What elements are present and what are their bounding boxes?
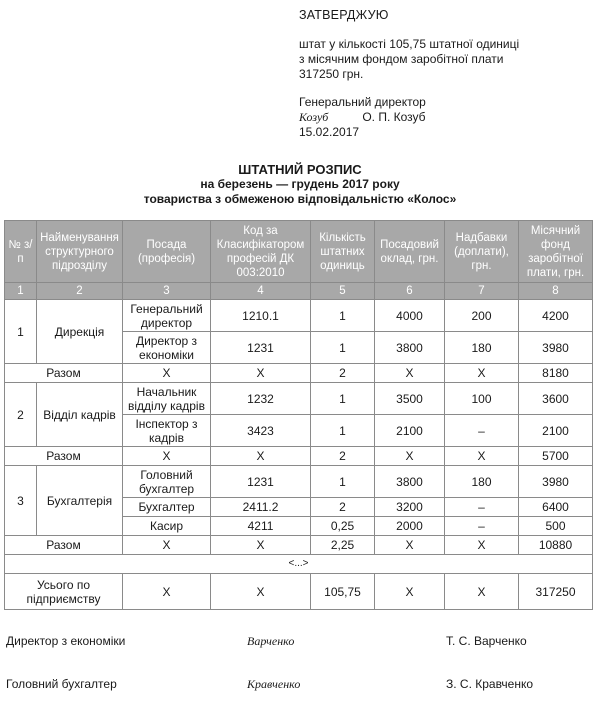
bonus-cell: Х [445, 364, 519, 383]
ellipsis-row [5, 555, 593, 574]
code-cell: Х [211, 447, 311, 466]
document-heading [0, 162, 600, 207]
column-header: Найменування структурного підрозділу [37, 221, 123, 283]
bonus-cell: – [445, 498, 519, 517]
fund-cell: 2100 [519, 415, 593, 447]
handwritten-signature: Варченко [247, 634, 295, 648]
position-cell: Начальник відділу кадрів [123, 383, 211, 415]
qty-cell: 2 [311, 364, 375, 383]
fund-cell: 6400 [519, 498, 593, 517]
subtotal-row [5, 447, 593, 466]
table-row [5, 466, 593, 498]
signer-name: З. С. Кравченко [446, 677, 534, 691]
row-number: 2 [5, 383, 37, 447]
code-cell: 1232 [211, 383, 311, 415]
qty-cell: 1 [311, 300, 375, 332]
bonus-cell: Х [445, 574, 519, 610]
approval-signature [299, 95, 589, 140]
column-header: Код за Класифікатором професій ДК 003:2010 [211, 221, 311, 283]
approval-basis-line: 317250 грн. [299, 67, 364, 81]
table-row [5, 383, 593, 415]
bonus-cell: 180 [445, 466, 519, 498]
qty-cell: 1 [311, 415, 375, 447]
document-company: товариства з обмеженою відповідальністю «Колос» [143, 192, 457, 206]
approval-name: О. П. Козуб [362, 110, 426, 124]
signer-position: Директор з економіки [6, 634, 126, 648]
fund-cell: 500 [519, 517, 593, 536]
unit-name: Дирекція [37, 300, 123, 364]
fund-cell: 3980 [519, 466, 593, 498]
subtotal-row [5, 364, 593, 383]
column-number: 6 [375, 283, 445, 300]
approval-sigline [299, 110, 589, 125]
fund-cell: 3980 [519, 332, 593, 364]
column-number: 1 [5, 283, 37, 300]
column-number: 3 [123, 283, 211, 300]
position-cell: Х [123, 447, 211, 466]
approval-date: 15.02.2017 [299, 125, 360, 139]
column-header: Кількість штатних одиниць [311, 221, 375, 283]
salary-cell: 3200 [375, 498, 445, 517]
subtotal-label: Разом [5, 447, 123, 466]
unit-name: Бухгалтерія [37, 466, 123, 536]
column-number-row [5, 283, 593, 300]
code-cell: 3423 [211, 415, 311, 447]
salary-cell: 2000 [375, 517, 445, 536]
bonus-cell: 180 [445, 332, 519, 364]
column-header: Посада (професія) [123, 221, 211, 283]
position-cell: Х [123, 536, 211, 555]
grand-total-row [5, 574, 593, 610]
salary-cell: 2100 [375, 415, 445, 447]
qty-cell: 0,25 [311, 517, 375, 536]
document-period: на березень — грудень 2017 року [200, 177, 400, 191]
qty-cell: 2 [311, 447, 375, 466]
position-cell: Бухгалтер [123, 498, 211, 517]
row-number: 1 [5, 300, 37, 364]
position-cell: Головний бухгалтер [123, 466, 211, 498]
fund-cell: 8180 [519, 364, 593, 383]
grand-total-label: Усього по підприємству [5, 574, 123, 610]
column-header: Надбавки (доплати), грн. [445, 221, 519, 283]
fund-cell: 4200 [519, 300, 593, 332]
salary-cell: Х [375, 574, 445, 610]
document-title: ШТАТНИЙ РОЗПИС [238, 162, 362, 177]
column-number: 7 [445, 283, 519, 300]
position-cell: Генеральний директор [123, 300, 211, 332]
qty-cell: 1 [311, 466, 375, 498]
fund-cell: 3600 [519, 383, 593, 415]
salary-cell: 4000 [375, 300, 445, 332]
column-number: 4 [211, 283, 311, 300]
bonus-cell: Х [445, 536, 519, 555]
fund-cell: 10880 [519, 536, 593, 555]
subtotal-row [5, 536, 593, 555]
code-cell: Х [211, 536, 311, 555]
column-number: 8 [519, 283, 593, 300]
salary-cell: Х [375, 364, 445, 383]
ellipsis-cell: <...> [5, 555, 593, 574]
approval-basis-line: з місячним фондом заробітної плати [299, 52, 504, 66]
signer-position: Головний бухгалтер [6, 677, 117, 691]
unit-name: Відділ кадрів [37, 383, 123, 447]
salary-cell: Х [375, 536, 445, 555]
qty-cell: 2,25 [311, 536, 375, 555]
salary-cell: 3500 [375, 383, 445, 415]
signer-name: Т. С. Варченко [446, 634, 527, 648]
row-number: 3 [5, 466, 37, 536]
position-cell: Х [123, 364, 211, 383]
bonus-cell: 200 [445, 300, 519, 332]
code-cell: 4211 [211, 517, 311, 536]
column-number: 2 [37, 283, 123, 300]
column-header: № з/п [5, 221, 37, 283]
salary-cell: 3800 [375, 332, 445, 364]
table-header-row [5, 221, 593, 283]
fund-cell: 317250 [519, 574, 593, 610]
subtotal-label: Разом [5, 536, 123, 555]
approval-title: ЗАТВЕРДЖУЮ [299, 8, 389, 22]
column-header: Місячний фонд заробітної плати, грн. [519, 221, 593, 283]
code-cell: 2411.2 [211, 498, 311, 517]
bonus-cell: – [445, 517, 519, 536]
approval-basis-line: штат у кількості 105,75 штатної одиниці [299, 37, 520, 51]
column-header: Посадовий оклад, грн. [375, 221, 445, 283]
code-cell: 1231 [211, 332, 311, 364]
salary-cell: Х [375, 447, 445, 466]
table-row [5, 300, 593, 332]
position-cell: Касир [123, 517, 211, 536]
salary-cell: 3800 [375, 466, 445, 498]
column-number: 5 [311, 283, 375, 300]
code-cell: Х [211, 364, 311, 383]
qty-cell: 1 [311, 383, 375, 415]
qty-cell: 2 [311, 498, 375, 517]
handwritten-signature: Кравченко [247, 677, 301, 691]
subtotal-label: Разом [5, 364, 123, 383]
position-cell: Інспектор з кадрів [123, 415, 211, 447]
position-cell: Директор з економіки [123, 332, 211, 364]
qty-cell: 1 [311, 332, 375, 364]
position-cell: Х [123, 574, 211, 610]
approval-position: Генеральний директор [299, 95, 426, 109]
bonus-cell: Х [445, 447, 519, 466]
code-cell: Х [211, 574, 311, 610]
handwritten-signature: Козуб [299, 110, 329, 124]
approval-basis [299, 37, 589, 82]
fund-cell: 5700 [519, 447, 593, 466]
qty-cell: 105,75 [311, 574, 375, 610]
staff-schedule-table [4, 220, 593, 610]
approval-block [299, 8, 589, 140]
code-cell: 1231 [211, 466, 311, 498]
bonus-cell: – [445, 415, 519, 447]
bonus-cell: 100 [445, 383, 519, 415]
code-cell: 1210.1 [211, 300, 311, 332]
